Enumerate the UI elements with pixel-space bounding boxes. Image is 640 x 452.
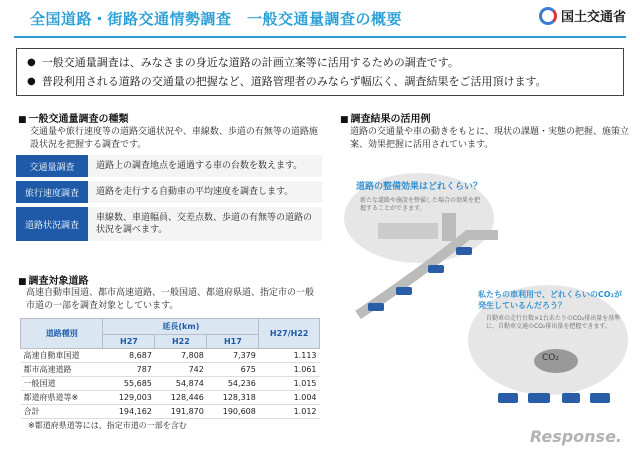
value-cell: 190,608 — [207, 405, 259, 419]
ratio-cell: 1.015 — [259, 377, 320, 391]
value-cell: 194,162 — [103, 405, 155, 419]
value-cell: 55,685 — [103, 377, 155, 391]
target-section-title: ■ 調査対象道路 — [18, 272, 89, 287]
value-cell: 7,808 — [155, 349, 207, 363]
usage-illustration — [338, 165, 630, 420]
road-type-cell: 合計 — [21, 405, 103, 419]
col-year: H17 — [207, 335, 259, 349]
page-title: 全国道路・街路交通情勢調査 一般交通量調査の概要 — [30, 10, 403, 28]
usage-section-title: ■ 調査結果の活用例 — [340, 110, 431, 125]
value-cell: 787 — [103, 363, 155, 377]
co2-bubble-text: 自動車の走行台数×1台あたりのCO₂排出量を基準に、自動車交通のCO₂排出量を把握できます。 — [486, 315, 621, 330]
value-cell: 54,236 — [207, 377, 259, 391]
road-traffic-illustration — [338, 165, 630, 420]
road-type-cell: 都市高速道路 — [21, 363, 103, 377]
types-intro: 交通量や旅行速度等の道路交通状況や、車線数、歩道の有無等の道路施設状況を把握する調査です。 — [30, 127, 318, 150]
mlit-logo-icon — [539, 7, 557, 25]
survey-type-row — [16, 181, 322, 203]
target-intro: 高速自動車国道、都市高速道路、一般国道、都道府県道、指定市の一般市道の一部を調査対象としています。 — [26, 288, 315, 311]
value-cell: 54,874 — [155, 377, 207, 391]
value-cell: 129,003 — [103, 391, 155, 405]
types-section-title: ■ 一般交通量調査の種類 — [18, 110, 129, 125]
summary-text: 一般交通量調査は、みなさまの身近な道路の計画立案等に活用するための調査です。 — [41, 56, 459, 69]
watermark: Response. — [529, 427, 622, 446]
summary-item — [27, 53, 613, 72]
table-row — [21, 363, 320, 377]
table-row — [21, 391, 320, 405]
col-road-type: 道路種別 — [21, 319, 103, 349]
survey-type-label: 交通量調査 — [16, 155, 88, 177]
survey-type-label: 道路状況調査 — [16, 207, 88, 241]
ratio-cell: 1.004 — [259, 391, 320, 405]
summary-item — [27, 72, 613, 91]
survey-type-desc: 道路を走行する自動車の平均速度を調査します。 — [88, 181, 322, 203]
survey-type-row — [16, 207, 322, 241]
road-type-cell: 高速自動車国道 — [21, 349, 103, 363]
summary-text: 普段利用される道路の交通量の把握など、道路管理者のみならず幅広く、調査結果をご活用頂けます。 — [41, 75, 547, 88]
value-cell: 742 — [155, 363, 207, 377]
ratio-cell: 1.012 — [259, 405, 320, 419]
ratio-cell: 1.061 — [259, 363, 320, 377]
table-row — [21, 405, 320, 419]
value-cell: 8,687 — [103, 349, 155, 363]
org-name: 国土交通省 — [560, 10, 626, 25]
header — [0, 0, 640, 40]
ratio-cell: 1.113 — [259, 349, 320, 363]
value-cell: 675 — [207, 363, 259, 377]
road-type-cell: 都道府県道等※ — [21, 391, 103, 405]
col-year: H22 — [155, 335, 207, 349]
table-row — [21, 377, 320, 391]
survey-type-desc: 道路上の調査地点を通過する車の台数を数えます。 — [88, 155, 322, 177]
table-row — [21, 349, 320, 363]
effect-bubble-title: 道路の整備効果はどれくらい？ — [356, 182, 483, 192]
co2-bubble-title: 私たちの車利用で、どれくらいのCO₂が発生しているんだろう？ — [478, 290, 623, 310]
value-cell: 7,379 — [207, 349, 259, 363]
col-ratio: H27/H22 — [259, 319, 320, 349]
col-year: H27 — [103, 335, 155, 349]
value-cell: 128,446 — [155, 391, 207, 405]
value-cell: 191,870 — [155, 405, 207, 419]
bullet-icon: ● — [27, 57, 36, 68]
bullet-icon: ● — [27, 76, 36, 87]
survey-types-list — [16, 155, 322, 245]
co2-label: CO₂ — [542, 353, 559, 363]
org-logo — [539, 6, 626, 25]
usage-intro: 道路の交通量や車の動きをもとに、現状の課題・実態の把握、施策立案、効果把握に活用されています。 — [350, 127, 630, 150]
survey-type-row — [16, 155, 322, 177]
survey-type-desc: 車線数、車道幅員、交差点数、歩道の有無等の道路の状況を調べます。 — [88, 207, 322, 241]
col-length: 延長(km) — [103, 319, 259, 335]
value-cell: 128,318 — [207, 391, 259, 405]
survey-type-label: 旅行速度調査 — [16, 181, 88, 203]
effect-bubble-text: 新たな道路や施設を整備した場合の効果を把握することができます。 — [360, 197, 481, 212]
table-footnote: ※都道府県道等には、指定市道の一部を含む — [28, 421, 187, 430]
road-length-table — [20, 318, 320, 419]
title-underline — [14, 36, 626, 38]
road-type-cell: 一般国道 — [21, 377, 103, 391]
summary-box — [16, 48, 624, 96]
